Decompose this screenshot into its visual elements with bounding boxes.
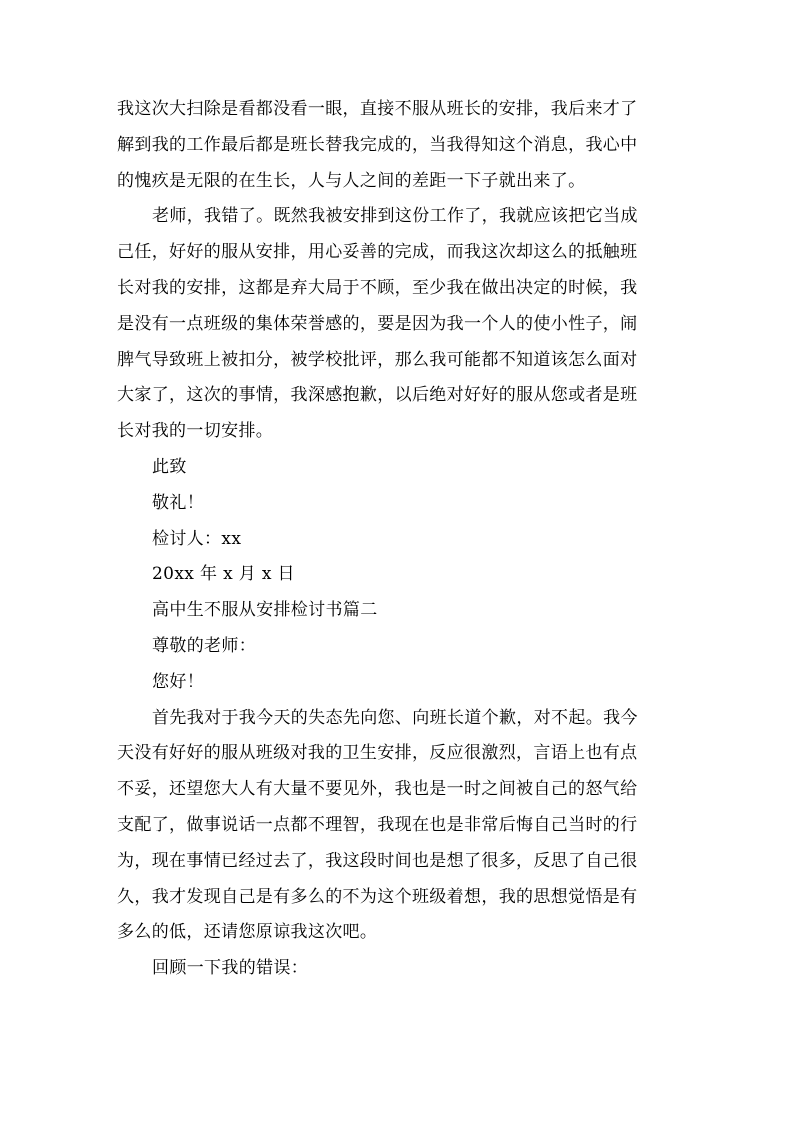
signature-line: 检讨人：xx xyxy=(152,528,242,549)
text-line: 天没有好好的服从班级对我的卫生安排，反应很激烈，言语上也有点 xyxy=(117,743,638,764)
text-line: 脾气导致班上被扣分，被学校批评，那么我可能都不知道该怎么面对 xyxy=(117,349,638,370)
text-line: 是没有一点班级的集体荣誉感的，要是因为我一个人的使小性子，闹 xyxy=(117,313,638,334)
text-line: 大家了，这次的事情，我深感抱歉，以后绝对好好的服从您或者是班 xyxy=(117,385,638,406)
text-line: 多么的低，还请您原谅我这次吧。 xyxy=(117,922,378,943)
text-line: 长对我的安排，这都是弃大局于不顾，至少我在做出决定的时候，我 xyxy=(117,277,638,298)
section-title: 高中生不服从安排检讨书篇二 xyxy=(152,600,378,621)
closing-regards: 敬礼！ xyxy=(152,492,205,513)
text-line: 解到我的工作最后都是班长替我完成的，当我得知这个消息，我心中 xyxy=(117,134,638,155)
text-line: 为，现在事情已经过去了，我这段时间也是想了很多，反思了自己很 xyxy=(117,850,638,871)
text-line: 己任，好好的服从安排，用心妥善的完成，而我这次却这么的抵触班 xyxy=(117,242,638,263)
text-line: 我这次大扫除是看都没看一眼，直接不服从班长的安排，我后来才了 xyxy=(117,99,638,119)
text-line: 不妥，还望您大人有大量不要见外，我也是一时之间被自己的怒气给 xyxy=(117,779,638,800)
text-line: 老师，我错了。既然我被安排到这份工作了，我就应该把它当成 xyxy=(152,206,638,227)
text-line: 的愧疚是无限的在生长，人与人之间的差距一下子就出来了。 xyxy=(117,170,586,191)
greeting-line: 尊敬的老师： xyxy=(152,635,257,656)
closing-salutation: 此致 xyxy=(152,456,187,477)
text-line: 支配了，做事说话一点都不理智，我现在也是非常后悔自己当时的行 xyxy=(117,814,638,835)
date-line: 20xx 年 x 月 x 日 xyxy=(152,564,295,585)
document-page xyxy=(117,92,679,987)
greeting-hello: 您好！ xyxy=(152,671,205,692)
text-line: 长对我的一切安排。 xyxy=(117,421,274,442)
text-line: 首先我对于我今天的失态先向您、向班长道个歉，对不起。我今 xyxy=(152,707,638,728)
text-line: 回顾一下我的错误： xyxy=(152,958,309,979)
text-line: 久，我才发现自己是有多么的不为这个班级着想，我的思想觉悟是有 xyxy=(117,886,638,907)
